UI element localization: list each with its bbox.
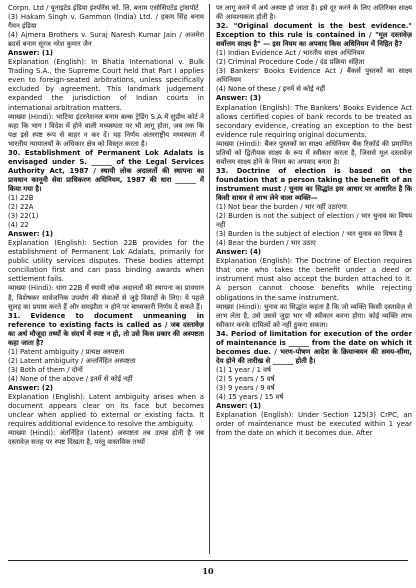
text-line: (1) 1 year / 1 वर्ष [216, 365, 271, 374]
text-line: व्याख्या (Hindi): चुनाव का सिद्धांत कहता है कि जो व्यक्ति किसी दस्तावेज़ से लाभ लेता है, उसे उससे जुड़ा भार भी स्वीकार करना होगा। कोई व्यक्ति लाभ स्वीकार करके दायित्वों को नहीं ठुकरा सकता। [216, 302, 412, 329]
text-line: (2) Burden is not the subject of election / भार चुनाव का विषय नहीं [216, 212, 412, 230]
text-line: (1) Patent ambiguity / प्रत्यक्ष अस्पष्टता [8, 347, 125, 356]
text-line: (1) 22B [8, 193, 34, 202]
bold-text-line: 33. Doctrine of election is based on the foundation that a person taking the benefit of an instrument must / चुनाव का सिद्धांत इस आधार पर आधारित है कि किसी साधन से लाभ लेने वाला व्यक्ति— [216, 166, 412, 202]
text-line: (4) Bear the burden / भार उठाए [216, 239, 316, 248]
text-line: Explanation (English): Under Section 125(3) CrPC, an order of maintenance must be executed within 1 year from the date on which it becomes due. After [216, 411, 412, 438]
text-line: Corpn. Ltd / यूनाइटेड इंडिया इंश्योरेंस को. लि. बनाम एसोसिएटेड ट्रांसपोर्ट [8, 4, 199, 12]
text-line: Explanation (English): Latent ambiguity arises when a document appears clear on its face but becomes unclear when applied to external or existing facts. It requires additional evidence to resolve the ambiguity. [8, 393, 204, 429]
left-column [8, 4, 204, 552]
text-line: Explanation (English): The Doctrine of Election requires that one who takes the benefit under a deed or instrument must also accept the burden attached to it. A person cannot choose benefits while rejecting obligations in the same instrument. [216, 257, 412, 302]
bold-text-line: Answer: (1) [8, 49, 54, 58]
text-line: Explanation (English): Section 22B provides for the establishment of Permanent Lok Adalats, primarily for public utility services disputes. These bodies attempt conciliation first and can pass binding awards when settlement fails. [8, 239, 204, 284]
bold-text-line: Answer: (1) [216, 402, 262, 411]
text-line: (3) Bankers' Books Evidence Act / बैंकर्स पुस्तकों का साक्ष्य अधिनियम [216, 67, 412, 85]
text-line: पर लागू करने में अर्थ अस्पष्ट हो जाता है। इसे दूर करने के लिए अतिरिक्त साक्ष्य की आवश्यकता होती है। [216, 4, 412, 22]
bold-text-line: 30. Establishment of Permanent Lok Adalats is envisaged under S. ______ of the Legal Services Authority Act, 1987 / स्थायी लोक अदालतों की स्थापना का प्रावधान कानूनी सेवा प्राधिकरण अधिनियम, 1987 की धारा ______ में किया गया है। [8, 148, 204, 193]
text-line: (4) None of the above / इनमें से कोई नहीं [8, 374, 133, 383]
bold-text-line: Answer: (2) [8, 383, 54, 392]
text-line: (3) Burden is the subject of election / भार चुनाव का विषय है [216, 230, 403, 239]
text-line: (4) 22 [8, 221, 29, 230]
text-line: (1) Not bear the burden / भार नहीं उठाएगा [216, 203, 347, 212]
text-line: (4) 15 years / 15 वर्ष [216, 393, 284, 402]
text-line: (3) Hakam Singh v. Gammon (India) Ltd. / हकम सिंह बनाम गैमन इंडिया [8, 13, 204, 31]
text-line: (2) 5 years / 5 वर्ष [216, 374, 275, 383]
bold-text-line: 34. Period of limitation for execution of the order of maintenance is ______ from the date on which it becomes due. / भरण-पोषण आदेश के क्रियान्वयन की समय-सीमा, देय होने की तारीख से ______ होती है। [216, 329, 412, 365]
footer-rule [8, 560, 408, 561]
column-divider [209, 4, 210, 554]
text-line: (3) Both of them / दोनों [8, 365, 83, 374]
bold-text-line: Answer: (4) [216, 248, 262, 257]
text-line: व्याख्या (Hindi): बैंकर पुस्तकों का साक्ष्य अधिनियम बैंक रिकॉर्ड की प्रमाणित प्रतियों को द्वितीयक साक्ष्य के रूप में स्वीकार करता है, जिससे मूल दस्तावेज़ सर्वोत्तम साक्ष्य होने के नियम का अपवाद बनता है। [216, 139, 412, 166]
text-line: (2) 22A [8, 203, 34, 212]
text-line: व्याख्या (Hindi): भाटिया इंटरनेशनल बनाम बल्क ट्रेडिंग S.A में सुप्रीम कोर्ट ने कहा कि भाग I विदेश में होने वाली मध्यस्थता पर भी लागू होता, जब तक कि पक्ष इसे स्पष्ट रूप से बाहर न कर दें। यह निर्णय अंतरराष्ट्रीय मध्यस्थता में भारतीय न्यायालयों के अधिकार क्षेत्र को विस्तृत करता है। [8, 112, 204, 148]
text-line: व्याख्या (Hindi): धारा 22B में स्थायी लोक अदालतों की स्थापना का प्रावधान है, विशेषकर सार्वजनिक उपयोग की सेवाओं से जुड़े विवादों के लिए। ये पहले सुलह का प्रयास करते हैं और समझौता न होने पर बाध्यकारी निर्णय दे सकते हैं। [8, 284, 204, 311]
bold-text-line: Answer: (3) [216, 94, 262, 103]
bold-text-line: 32. "Original document is the best evidence." Exception to this rule is contained in / "मूल दस्तावेज़ सर्वोत्तम साक्ष्य है" — इस नियम का अपवाद किस अधिनियम में निहित है? [216, 22, 412, 49]
text-line: व्याख्या (Hindi): अंतर्निहित (latent) अस्पष्टता तब उत्पन्न होती है जब दस्तावेज़ सतह पर स्पष्ट दिखता है, परंतु वास्तविक तथ्यों [8, 429, 204, 447]
text-line: (2) Latent ambiguity / अन्तर्निहित अस्पष्टता [8, 356, 136, 365]
bold-text-line: Answer: (1) [8, 230, 54, 239]
text-line: (1) Indian Evidence Act / भारतीय साक्ष्य अधिनियम [216, 49, 365, 58]
text-line: (3) 9 years / 9 वर्ष [216, 383, 275, 392]
page-number: 10 [202, 566, 214, 576]
text-line: (4) None of these / इनमें से कोई नहीं [216, 85, 326, 94]
right-column [216, 4, 412, 552]
text-line: Explanation (English): In Bhatia International v. Bulk Trading S.A., the Supreme Court held that Part I applies even to foreign-seated arbitrations, unless specifically excluded by agreement. This landmark judgement expanded the jurisdiction of Indian courts in international arbitration matters. [8, 58, 204, 112]
text-line: (4) Ajmera Brothers v. Suraj Naresh Kumar Jain / अजमेरा ब्रदर्स बनाम सूरज नरेश कुमार जैन [8, 31, 204, 49]
text-line: Explanation (English): The Bankers' Books Evidence Act allows certified copies of bank records to be treated as secondary evidence, creating an exception to the best evidence rule requiring original documents. [216, 103, 412, 139]
text-line: (3) 22(1) [8, 212, 39, 221]
text-line: (2) Criminal Procedure Code / दंड प्रक्रिया संहिता [216, 58, 365, 67]
bold-text-line: 31. Evidence to document unmeaning in reference to existing facts is called as / जब दस्तावेज़ का अर्थ मौजूदा तथ्यों के संदर्भ में स्पष्ट न हो, तो उसे किस प्रकार की अस्पष्टता कहा जाता है? [8, 311, 204, 347]
